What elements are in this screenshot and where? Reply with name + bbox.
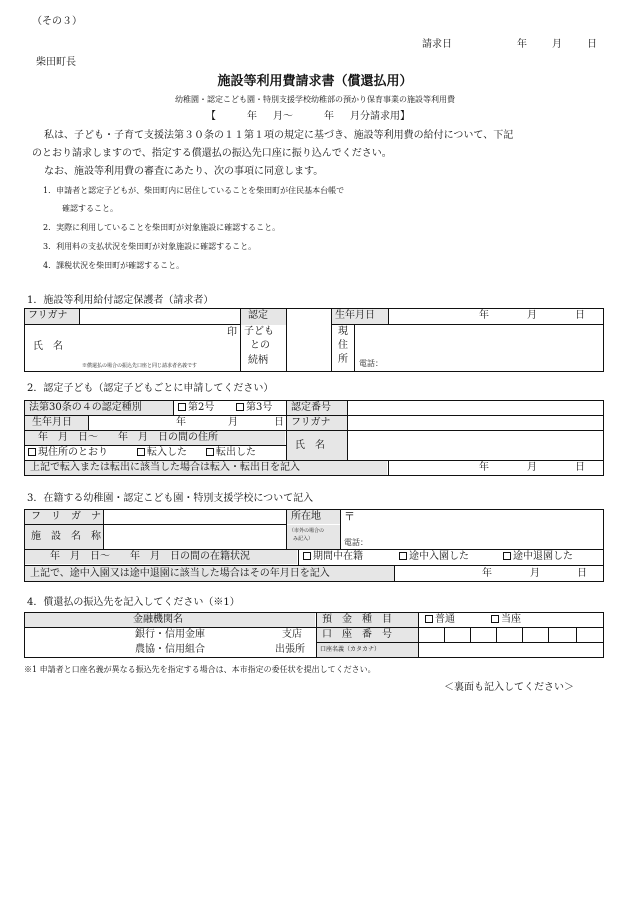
s2-birth-label: 生年月日 xyxy=(32,417,72,428)
checkbox-icon xyxy=(425,615,433,623)
s3-furigana-label: フ リ ガ ナ xyxy=(31,511,101,522)
s1-name-label: 氏 名 xyxy=(33,341,63,352)
s2-cert-no-label: 認定番号 xyxy=(291,402,331,413)
checkbox-icon xyxy=(137,448,145,456)
s3-location-field[interactable] xyxy=(356,510,603,548)
consent-1-cont: 確認すること。 xyxy=(62,204,118,213)
form-number: （その３） xyxy=(32,16,82,27)
s4-bank-type-1: 銀行・信用金庫 xyxy=(135,629,205,640)
s3-mid-month: 月 xyxy=(530,568,540,579)
consent-3: 3．利用料の支払状況を柴田町が対象施設に確認すること。 xyxy=(43,242,257,251)
s4-acct-opt-ordinary[interactable]: 普通 xyxy=(425,615,455,625)
s3-mid-year: 年 xyxy=(482,568,492,579)
s3-status-joined[interactable]: 途中入園した xyxy=(399,552,469,562)
s4-acct-no-field[interactable] xyxy=(419,628,603,641)
page-subtitle: 幼稚園・認定こども園・特別支援学校幼稚部の預かり保育事業の施設等利用費 xyxy=(175,95,455,104)
s3-furigana-field[interactable] xyxy=(104,510,285,523)
s1-relation-1: 認定 xyxy=(248,310,268,321)
s4-bank-name-label: 金融機関名 xyxy=(133,614,183,625)
request-date-label: 請求日 xyxy=(422,39,452,50)
s2-cert-type-label: 法第30条の４の認定種別 xyxy=(29,402,142,413)
s2-move-year: 年 xyxy=(479,462,489,473)
s2-name-label: 氏 名 xyxy=(295,440,325,451)
s2-birth-year: 年 xyxy=(176,417,186,428)
back-side-note: ＜裏面も記入してください＞ xyxy=(444,682,574,693)
request-date-year: 年 xyxy=(517,39,527,50)
s1-phone-label: 電話： xyxy=(359,359,383,368)
intro-line-3: なお、施設等利用費の審査にあたり、次の事項に同意します。 xyxy=(44,166,324,177)
s2-name-field[interactable] xyxy=(348,431,603,459)
page-title: 施設等利用費請求書（償還払用） xyxy=(217,74,413,89)
checkbox-icon xyxy=(303,552,311,560)
s1-address-field[interactable] xyxy=(355,325,603,371)
s1-furigana-label: フリガナ xyxy=(28,310,68,321)
section-2-heading: 2．認定子ども（認定子どもごとに申請してください） xyxy=(27,383,274,394)
s2-opt-2[interactable]: 第2号 xyxy=(178,403,214,413)
s3-mid-day: 日 xyxy=(577,568,587,579)
intro-line-1: 私は、子ども・子育て支援法第３０条の１１第１項の規定に基づき、施設等利用費の給付について、下記 xyxy=(44,130,514,141)
s3-location-note-1: （市外の場合の xyxy=(289,528,325,534)
s1-relation-field[interactable] xyxy=(287,309,330,371)
s2-furigana-label: フリガナ xyxy=(291,417,331,428)
s4-acct-holder-field[interactable] xyxy=(419,643,603,657)
s1-relation-4: 続柄 xyxy=(248,355,268,366)
s3-status-left[interactable]: 途中退園した xyxy=(503,552,573,562)
s3-status-label: 年 月 日～ 年 月 日の間の在籍状況 xyxy=(50,551,250,562)
s4-branch-name-field[interactable] xyxy=(212,628,274,657)
checkbox-icon xyxy=(399,552,407,560)
seal-mark: 印 xyxy=(227,327,237,338)
s2-period-address-label: 年 月 日～ 年 月 日の間の住所 xyxy=(38,432,218,443)
intro-line-2: のとおり請求しますので、指定する償還払の振込先口座に振り込んでください。 xyxy=(32,148,392,159)
s1-relation-3: との xyxy=(250,340,270,351)
section-1-heading: 1．施設等利用給付認定保護者（請求者） xyxy=(27,295,214,306)
s1-birth-month: 月 xyxy=(527,310,537,321)
s2-birth-month: 月 xyxy=(228,417,238,428)
s3-facility-field[interactable] xyxy=(104,525,285,548)
s2-birth-day: 日 xyxy=(274,417,284,428)
checkbox-icon xyxy=(503,552,511,560)
request-date-day: 日 xyxy=(587,39,597,50)
s3-location-note-2: み記入） xyxy=(293,536,314,542)
s4-branch-type-1: 支店 xyxy=(282,629,302,640)
s2-move-day: 日 xyxy=(575,462,585,473)
s2-furigana-field[interactable] xyxy=(348,416,603,429)
consent-4: 4．課税状況を柴田町が確認すること。 xyxy=(43,261,185,270)
s1-birth-year: 年 xyxy=(479,310,489,321)
s2-move-note: 上記で転入または転出に該当した場合は転入・転出日を記入 xyxy=(30,462,300,473)
s3-status-enrolled[interactable]: 期間中在籍 xyxy=(303,552,363,562)
s3-phone-label: 電話： xyxy=(344,538,368,547)
s2-opt-3[interactable]: 第3号 xyxy=(236,403,272,413)
s3-mid-note: 上記で、途中入園又は途中退園に該当した場合はその年月日を記入 xyxy=(30,568,330,579)
s1-relation-2: 子ども xyxy=(244,326,274,337)
s4-branch-type-2: 出張所 xyxy=(275,644,305,655)
s1-address-1: 現 xyxy=(338,326,348,337)
s1-address-3: 所 xyxy=(338,354,348,365)
s4-acct-no-label: 口 座 番 号 xyxy=(322,629,392,640)
request-date-month: 月 xyxy=(552,39,562,50)
footnote: ※1 申請者と口座名義が異なる振込先を指定する場合は、本市指定の委任状を提出してください。 xyxy=(24,665,376,674)
s4-bank-name-field[interactable] xyxy=(25,628,131,657)
period-year-to: 年 xyxy=(324,111,334,122)
s4-bank-type-2: 農協・信用組合 xyxy=(135,644,205,655)
s1-birth-label: 生年月日 xyxy=(335,310,375,321)
checkbox-icon xyxy=(491,615,499,623)
s3-postal-mark: 〒 xyxy=(344,510,355,523)
period-month-to: 月分請求用】 xyxy=(350,111,410,122)
s1-furigana-field[interactable] xyxy=(80,309,239,324)
checkbox-icon xyxy=(236,403,244,411)
s2-addr-opt-movein[interactable]: 転入した xyxy=(137,448,187,458)
addressee: 柴田町長 xyxy=(36,57,76,68)
period-month-from: 月～ xyxy=(273,111,293,122)
s1-name-note: ※償還払の場合の振込先口座と同じ請求者名義です xyxy=(82,363,198,369)
s1-address-2: 住 xyxy=(338,340,348,351)
section-3-heading: 3．在籍する幼稚園・認定こども園・特別支援学校について記入 xyxy=(27,493,314,504)
s4-acct-opt-current[interactable]: 当座 xyxy=(491,615,521,625)
checkbox-icon xyxy=(206,448,214,456)
s4-acct-holder-label: 口座名義（カタカナ） xyxy=(320,646,381,653)
s1-birth-day: 日 xyxy=(575,310,585,321)
s2-addr-opt-moveout[interactable]: 転出した xyxy=(206,448,256,458)
s2-addr-opt-same[interactable]: 現住所のとおり xyxy=(28,448,108,458)
consent-2: 2．実際に利用していることを柴田町が対象施設に確認すること。 xyxy=(43,223,281,232)
consent-1: 1．申請者と認定子どもが、柴田町内に居住していることを柴田町が住民基本台帳で xyxy=(43,186,345,195)
s4-acct-type-label: 預 金 種 目 xyxy=(322,614,392,625)
s2-move-month: 月 xyxy=(527,462,537,473)
s2-cert-no-field[interactable] xyxy=(348,401,603,414)
period-open: 【 xyxy=(206,111,216,122)
s3-facility-label: 施 設 名 称 xyxy=(31,531,101,542)
period-year-from: 年 xyxy=(247,111,257,122)
s3-location-label: 所在地 xyxy=(291,511,321,522)
checkbox-icon xyxy=(178,403,186,411)
section-4-heading: 4．償還払の振込先を記入してください（※1） xyxy=(27,597,240,608)
checkbox-icon xyxy=(28,448,36,456)
